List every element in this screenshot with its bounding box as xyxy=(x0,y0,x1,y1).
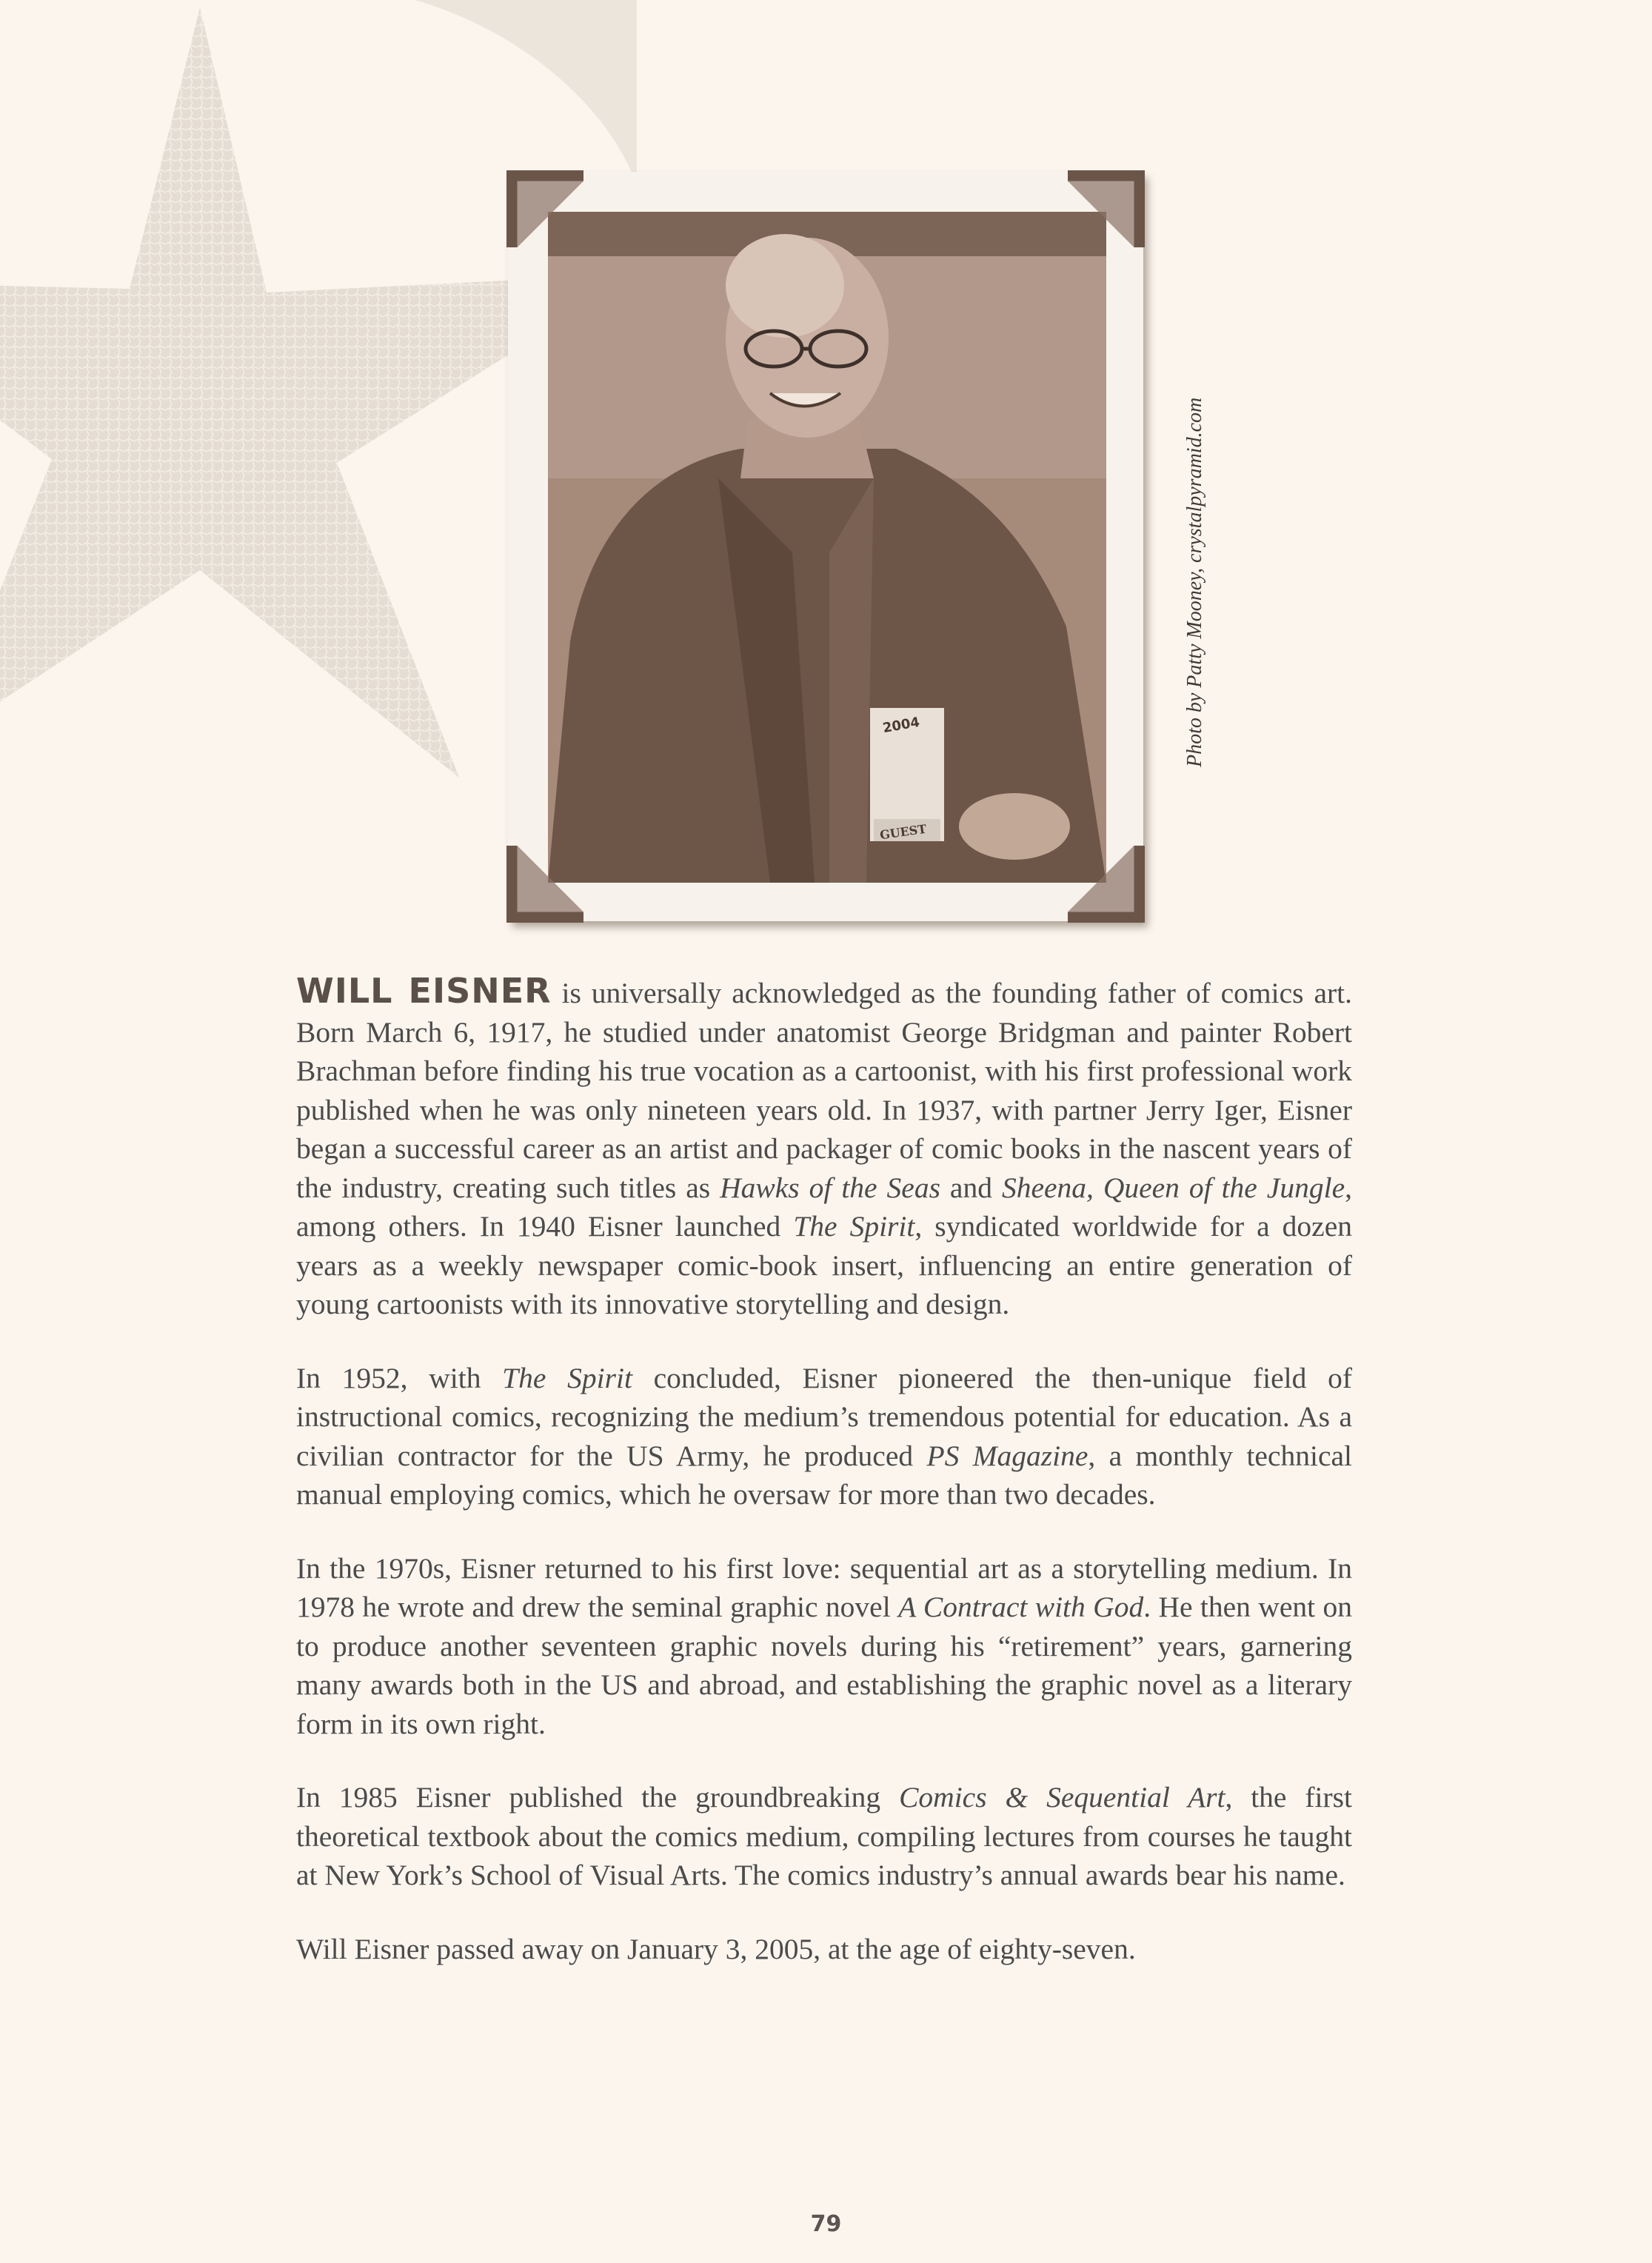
biography-text xyxy=(296,972,1352,2003)
photo-corner-top-right xyxy=(1068,170,1145,247)
title-a-contract-with-god: A Contract with God xyxy=(898,1591,1144,1623)
photo-corner-bottom-right xyxy=(1068,846,1145,923)
photo-credit: Photo by Patty Mooney, crystalpyramid.com xyxy=(1183,397,1206,767)
author-name: WILL EISNER xyxy=(296,971,552,1011)
bio-paragraph-2: In 1952, with The Spirit concluded, Eisner pioneered the then-unique field of instructional comics, recognizing the medium’s tremendous potential for education. As a civilian contractor for the US Army, he produced PS Magazine, a monthly technical manual employing comics, which he oversaw for more than two decades. xyxy=(296,1361,1352,1511)
badge-guest-label: GUEST xyxy=(878,821,928,843)
star-outer-ring xyxy=(415,0,637,185)
title-hawks-of-the-seas: Hawks of the Seas xyxy=(720,1171,940,1204)
bio-paragraph-5: Will Eisner passed away on January 3, 2005, at the age of eighty-seven. xyxy=(296,1932,1136,1965)
photo-corner-bottom-left xyxy=(506,846,583,923)
title-comics-sequential-art: Comics & Sequential Art xyxy=(899,1781,1225,1814)
title-ps-magazine: PS Magazine xyxy=(926,1439,1088,1472)
photo-frame xyxy=(508,172,1143,921)
page-number: 79 xyxy=(810,2211,842,2237)
portrait-photo xyxy=(548,212,1106,883)
bio-paragraph-3: In the 1970s, Eisner returned to his first love: sequential art as a storytelling medium. In 1978 he wrote and drew the seminal graphic novel A Contract with God. He then went on to produce another seventeen graphic novels during his “retirement” years, garnering many awards both in the US and abroad, and establishing the graphic novel as a literary form in its own right. xyxy=(296,1551,1352,1740)
title-sheena: Sheena, Queen of the Jungle xyxy=(1001,1171,1345,1204)
title-the-spirit: The Spirit xyxy=(502,1361,632,1394)
photo-corner-top-left xyxy=(506,170,583,247)
bio-paragraph-1: WILL EISNER is universally acknowledged as the founding father of comics art. Born March 6, 1917, he studied under anatomist George Bridgman and painter Robert Brachman before finding his true vocation as a cartoonist, with his first professional work published when he was only nineteen years old. In 1937, with partner Jerry Iger, Eisner began a successful career as an artist and packager of comic books in the nascent years of the industry, creating such titles as Hawks of the Seas and Sheena, Queen of the Jungle, among others. In 1940 Eisner launched The Spirit, syndicated worldwide for a dozen years as a weekly newspaper comic-book insert, influencing an entire generation of young cartoonists with its innovative storytelling and design. xyxy=(296,971,1352,1320)
bio-paragraph-4: In 1985 Eisner published the groundbreaking Comics & Sequential Art, the first theoretical textbook about the comics medium, compiling lectures from courses he taught at New York’s School of Visual Arts. The comics industry’s annual awards bear his name. xyxy=(296,1781,1352,1891)
badge-year-label: 2004 xyxy=(881,714,921,737)
title-the-spirit: The Spirit xyxy=(793,1210,915,1243)
